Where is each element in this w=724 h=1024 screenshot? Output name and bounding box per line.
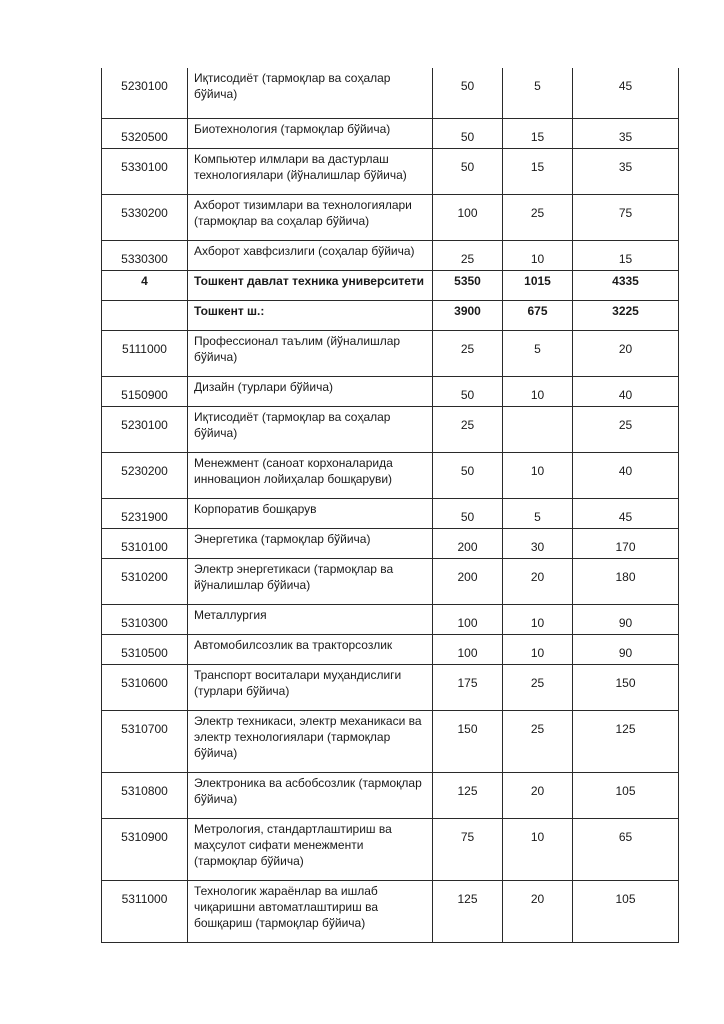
admission-quota-table [101,68,679,943]
specialty-code-cell: 5230100 [102,406,188,452]
contract-quota-cell: 75 [573,194,679,240]
total-quota-cell: 200 [433,558,503,604]
contract-quota-cell: 40 [573,452,679,498]
contract-quota-cell: 15 [573,240,679,270]
contract-quota-cell: 3225 [573,300,679,330]
specialty-name-cell: Профессионал таълим (йўналишлар бўйича) [188,330,433,376]
specialty-code-cell: 5310500 [102,634,188,664]
total-quota-cell: 200 [433,528,503,558]
specialty-code-cell: 5310100 [102,528,188,558]
table-row [102,148,679,194]
contract-quota-cell: 170 [573,528,679,558]
specialty-name-cell: Иқтисодиёт (тармоқлар ва соҳалар бўйича) [188,406,433,452]
table-row [102,240,679,270]
specialty-code-cell: 5231900 [102,498,188,528]
grant-quota-cell: 20 [503,772,573,818]
table-row [102,880,679,942]
specialty-code-cell: 5330200 [102,194,188,240]
total-quota-cell: 25 [433,330,503,376]
table-row [102,300,679,330]
total-quota-cell: 50 [433,148,503,194]
contract-quota-cell: 105 [573,772,679,818]
grant-quota-cell: 10 [503,634,573,664]
specialty-name-cell: Электр техникаси, электр механикаси ва электр технологиялари (тармоқлар бўйича) [188,710,433,772]
grant-quota-cell: 25 [503,710,573,772]
specialty-code-cell: 5330300 [102,240,188,270]
table-row [102,330,679,376]
specialty-name-cell: Метрология, стандартлаштириш ва маҳсулот сифати менежменти (тармоқлар бўйича) [188,818,433,880]
total-quota-cell: 5350 [433,270,503,300]
specialty-code-cell: 5310900 [102,818,188,880]
grant-quota-cell: 675 [503,300,573,330]
grant-quota-cell: 20 [503,558,573,604]
specialty-name-cell: Биотехнология (тармоқлар бўйича) [188,118,433,148]
table-row [102,270,679,300]
contract-quota-cell: 20 [573,330,679,376]
grant-quota-cell: 10 [503,452,573,498]
total-quota-cell: 75 [433,818,503,880]
total-quota-cell: 3900 [433,300,503,330]
specialty-name-cell: Технологик жараёнлар ва ишлаб чиқаришни автоматлаштириш ва бошқариш (тармоқлар бўйича) [188,880,433,942]
table-row [102,376,679,406]
table-row [102,118,679,148]
total-quota-cell: 125 [433,880,503,942]
grant-quota-cell: 15 [503,118,573,148]
specialty-code-cell: 5310700 [102,710,188,772]
table-row [102,772,679,818]
total-quota-cell: 100 [433,194,503,240]
table-row [102,818,679,880]
grant-quota-cell: 10 [503,376,573,406]
grant-quota-cell: 20 [503,880,573,942]
grant-quota-cell: 25 [503,664,573,710]
specialty-name-cell: Транспорт воситалари муҳандислиги (турлари бўйича) [188,664,433,710]
contract-quota-cell: 25 [573,406,679,452]
specialty-code-cell: 5311000 [102,880,188,942]
contract-quota-cell: 45 [573,498,679,528]
grant-quota-cell: 10 [503,604,573,634]
contract-quota-cell: 45 [573,68,679,118]
total-quota-cell: 125 [433,772,503,818]
table-row [102,452,679,498]
grant-quota-cell [503,406,573,452]
table-row [102,710,679,772]
contract-quota-cell: 90 [573,604,679,634]
specialty-code-cell: 5310600 [102,664,188,710]
table-body [102,68,679,942]
specialty-code-cell [102,300,188,330]
table-row [102,604,679,634]
grant-quota-cell: 25 [503,194,573,240]
table-row [102,68,679,118]
contract-quota-cell: 125 [573,710,679,772]
total-quota-cell: 50 [433,118,503,148]
contract-quota-cell: 35 [573,118,679,148]
specialty-name-cell: Электр энергетикаси (тармоқлар ва йўналишлар бўйича) [188,558,433,604]
total-quota-cell: 25 [433,406,503,452]
total-quota-cell: 175 [433,664,503,710]
specialty-code-cell: 5330100 [102,148,188,194]
specialty-name-cell: Автомобилсозлик ва тракторсозлик [188,634,433,664]
table-row [102,664,679,710]
total-quota-cell: 25 [433,240,503,270]
specialty-code-cell: 5230200 [102,452,188,498]
grant-quota-cell: 5 [503,330,573,376]
table-row [102,194,679,240]
grant-quota-cell: 10 [503,240,573,270]
specialty-code-cell: 5310800 [102,772,188,818]
specialty-name-cell: Дизайн (турлари бўйича) [188,376,433,406]
table-row [102,634,679,664]
specialty-code-cell: 5111000 [102,330,188,376]
total-quota-cell: 150 [433,710,503,772]
specialty-name-cell: Корпоратив бошқарув [188,498,433,528]
contract-quota-cell: 90 [573,634,679,664]
grant-quota-cell: 15 [503,148,573,194]
table-row [102,558,679,604]
grant-quota-cell: 10 [503,818,573,880]
total-quota-cell: 50 [433,498,503,528]
table-row [102,498,679,528]
specialty-code-cell: 5320500 [102,118,188,148]
table-row [102,528,679,558]
specialty-name-cell: Ахборот хавфсизлиги (соҳалар бўйича) [188,240,433,270]
specialty-name-cell: Менежмент (саноат корхоналарида инновацион лойиҳалар бошқаруви) [188,452,433,498]
specialty-name-cell: Ахборот тизимлари ва технологиялари (тармоқлар ва соҳалар бўйича) [188,194,433,240]
contract-quota-cell: 4335 [573,270,679,300]
specialty-code-cell: 5310300 [102,604,188,634]
total-quota-cell: 50 [433,452,503,498]
specialty-code-cell: 4 [102,270,188,300]
specialty-code-cell: 5310200 [102,558,188,604]
contract-quota-cell: 35 [573,148,679,194]
specialty-code-cell: 5150900 [102,376,188,406]
table-row [102,406,679,452]
grant-quota-cell: 5 [503,68,573,118]
total-quota-cell: 50 [433,376,503,406]
contract-quota-cell: 180 [573,558,679,604]
total-quota-cell: 100 [433,604,503,634]
total-quota-cell: 50 [433,68,503,118]
contract-quota-cell: 105 [573,880,679,942]
specialty-name-cell: Тошкент ш.: [188,300,433,330]
grant-quota-cell: 5 [503,498,573,528]
total-quota-cell: 100 [433,634,503,664]
specialty-name-cell: Компьютер илмлари ва дастурлаш технологиялари (йўналишлар бўйича) [188,148,433,194]
contract-quota-cell: 65 [573,818,679,880]
grant-quota-cell: 1015 [503,270,573,300]
contract-quota-cell: 40 [573,376,679,406]
specialty-name-cell: Тошкент давлат техника университети [188,270,433,300]
specialty-name-cell: Иқтисодиёт (тармоқлар ва соҳалар бўйича) [188,68,433,118]
contract-quota-cell: 150 [573,664,679,710]
specialty-code-cell: 5230100 [102,68,188,118]
specialty-name-cell: Металлургия [188,604,433,634]
grant-quota-cell: 30 [503,528,573,558]
specialty-name-cell: Электроника ва асбобсозлик (тармоқлар бўйича) [188,772,433,818]
specialty-name-cell: Энергетика (тармоқлар бўйича) [188,528,433,558]
